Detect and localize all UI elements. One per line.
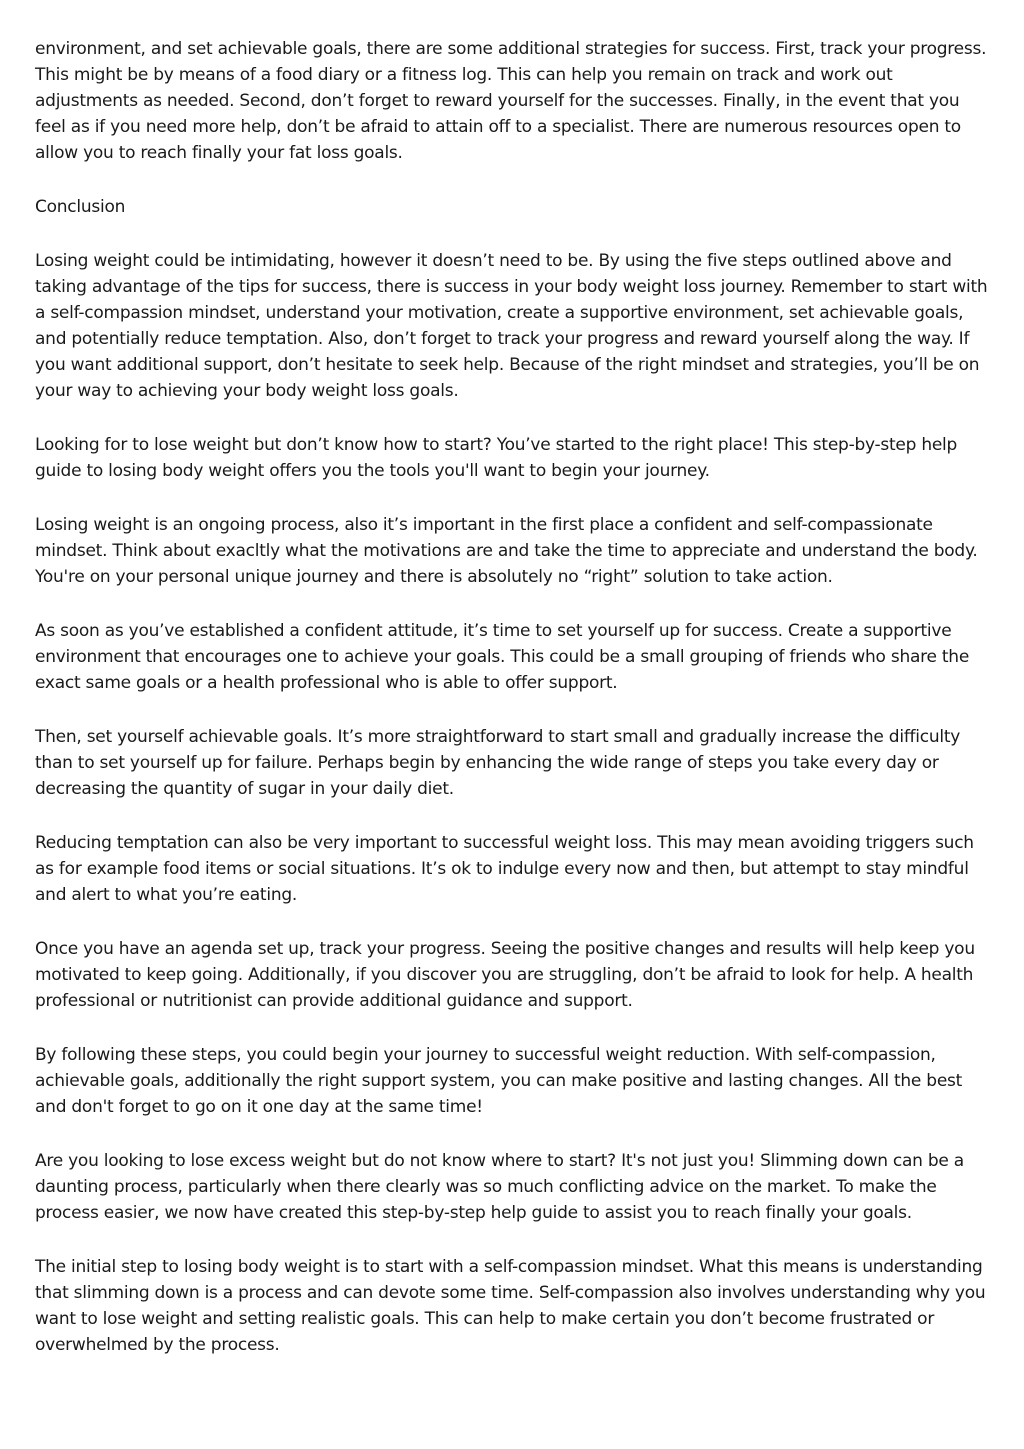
- paragraph-progress: Once you have an agenda set up, track your progress. Seeing the positive changes and results will help keep you motivated to keep going. Additionally, if you discover you are struggling, don’t be afraid to look for help. A health professional or nutritionist can provide additional guidance and support.: [35, 939, 975, 1011]
- paragraph-looking-to-lose: Are you looking to lose excess weight but do not know where to start? It's not just you! Slimming down can be a daunting process, particularly when there clearly was so much conflicting advice on the market. To make the process easier, we now have created this step-by-step help guide to assist you to reach finally your goals.: [35, 1151, 964, 1223]
- paragraph-intro: Looking for to lose weight but don’t know how to start? You’ve started to the right place! This step-by-step help guide to losing body weight offers you the tools you'll want to begin your journey.: [35, 435, 958, 481]
- paragraph-following-steps: By following these steps, you could begin your journey to successful weight reduction. With self-compassion, achievable goals, additionally the right support system, you can make positive and lasting changes. All the best and don't forget to go on it one day at the same time!: [35, 1045, 963, 1117]
- paragraph-mindset: Losing weight is an ongoing process, also it’s important in the first place a confident and self-compassionate mindset. Think about exacltly what the motivations are and take the time to appreciate and understand the body. You're on your personal unique journey and there is absolutely no “right” solution to take action.: [35, 515, 978, 587]
- paragraph-environment: As soon as you’ve established a confident attitude, it’s time to set yourself up for success. Create a supportive environment that encourages one to achieve your goals. This could be a small grouping of friends who share the exact same goals or a health professional who is able to offer support.: [35, 621, 970, 693]
- paragraph-conclusion: Losing weight could be intimidating, however it doesn’t need to be. By using the five steps outlined above and taking advantage of the tips for success, there is success in your body weight loss journey. Remember to start with a self-compassion mindset, understand your motivation, create a supportive environment, set achievable goals, and potentially reduce temptation. Also, don’t forget to track your progress and reward yourself along the way. If you want additional support, don’t hesitate to seek help. Because of the right mindset and strategies, you’ll be on your way to achieving your body weight loss goals.: [35, 251, 988, 401]
- paragraph-tips-continued: environment, and set achievable goals, there are some additional strategies for success. First, track your progress. This might be by means of a food diary or a fitness log. This can help you remain on track and work out adjustments as needed. Second, don’t forget to reward yourself for the successes. Finally, in the event that you feel as if you need more help, don’t be afraid to attain off to a specialist. There are numerous resources open to allow you to reach finally your fat loss goals.: [35, 39, 987, 163]
- paragraph-initial-step: The initial step to losing body weight is to start with a self-compassion mindset. What this means is understanding that slimming down is a process and can devote some time. Self-compassion also involves understanding why you want to lose weight and setting realistic goals. This can help to make certain you don’t become frustrated or overwhelmed by the process.: [35, 1257, 986, 1355]
- section-heading-conclusion: Conclusion: [35, 197, 126, 217]
- paragraph-temptation: Reducing temptation can also be very important to successful weight loss. This may mean avoiding triggers such as for example food items or social situations. It’s ok to indulge every now and then, but attempt to stay mindful and alert to what you’re eating.: [35, 833, 974, 905]
- paragraph-goals: Then, set yourself achievable goals. It’s more straightforward to start small and gradually increase the difficulty than to set yourself up for failure. Perhaps begin by enhancing the wide range of steps you take every day or decreasing the quantity of sugar in your daily diet.: [35, 727, 961, 799]
- document-page: [35, 36, 993, 1386]
